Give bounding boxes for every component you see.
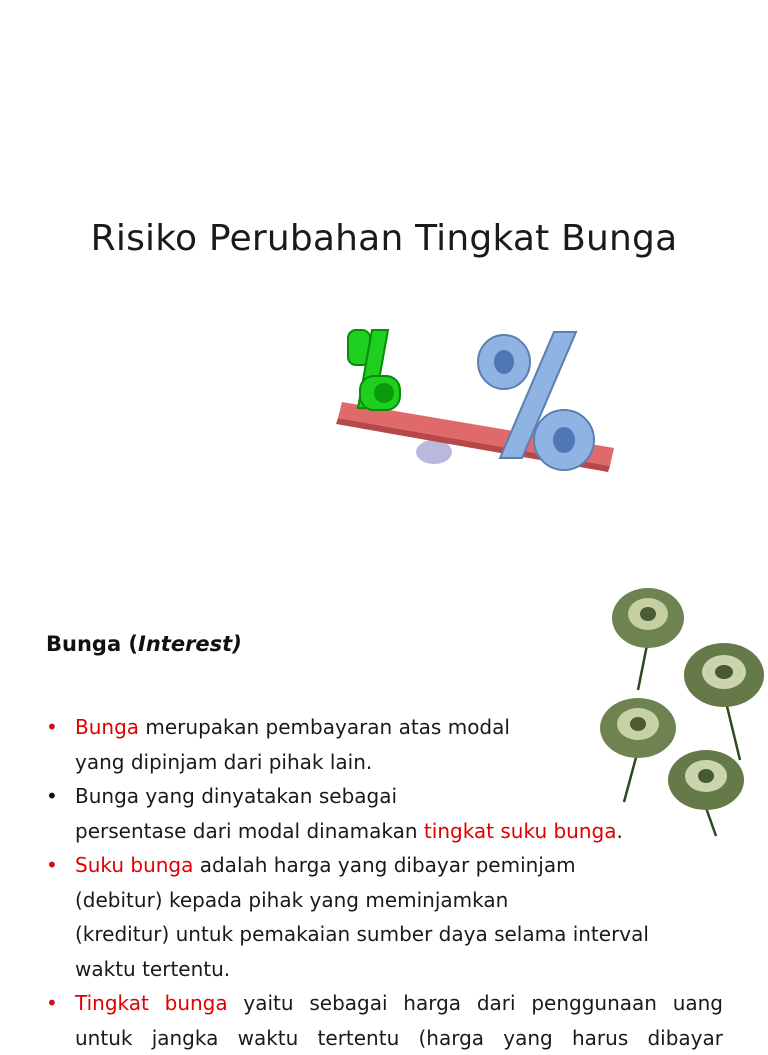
bullet-dot: •	[46, 991, 58, 1015]
term-tingkat-suku-bunga: tingkat suku bunga	[423, 818, 617, 843]
term-tingkat-bunga: Tingkat bunga	[75, 991, 228, 1015]
bullet-dot: •	[46, 784, 58, 808]
section-heading: Bunga (Interest)	[46, 632, 242, 656]
bullet-dot: •	[46, 853, 58, 877]
bullet-suku-bunga: • Suku bunga adalah harga yang dibayar peminjam (debitur) kepada pihak yang meminjamkan (kreditur) untuk pemakaian sumber daya selama interval waktu tertentu.	[46, 848, 726, 986]
bullet-dot: •	[46, 715, 58, 739]
bullet-persentase: • Bunga yang dinyatakan sebagai persentase dari modal dinamakan tingkat suku bunga.	[46, 779, 726, 848]
bullet-tingkat-bunga: • Tingkat bunga yaitu sebagai harga dari penggunaan uang untuk jangka waktu tertentu (harga yang harus dibayar	[46, 986, 726, 1055]
bullet-bunga: • Bunga merupakan pembayaran atas modal yang dipinjam dari pihak lain.	[46, 710, 726, 779]
slide-title: Risiko Perubahan Tingkat Bunga	[90, 218, 678, 259]
term-bunga: Bunga	[75, 715, 140, 739]
term-suku-bunga: Suku bunga	[75, 853, 194, 877]
slide-2	[0, 560, 768, 1050]
interest-seesaw-image	[314, 290, 644, 538]
bullet-list	[46, 710, 726, 1055]
